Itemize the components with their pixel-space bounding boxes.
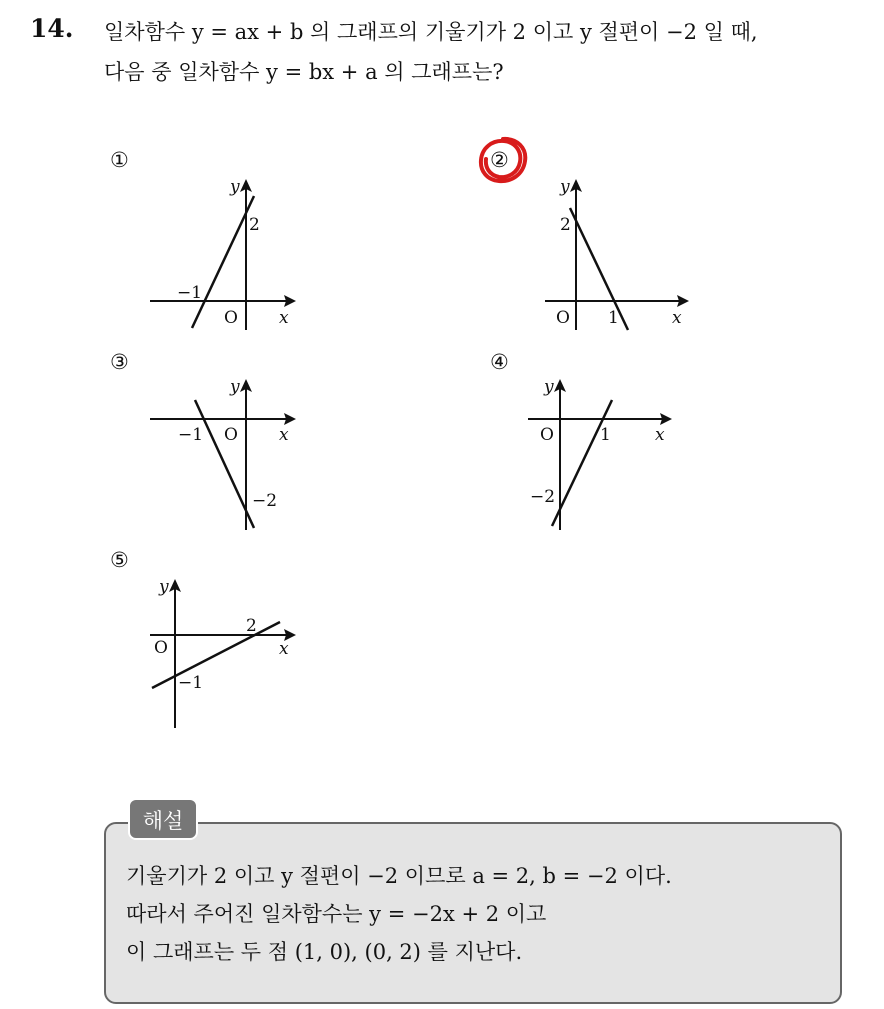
option-3-y-intercept: −2 [252, 491, 278, 511]
option-2-graph [540, 170, 700, 335]
option-2-x-label: x [672, 308, 682, 328]
option-3-y-label: y [230, 377, 240, 397]
question-number: 14. [30, 14, 74, 43]
option-5-origin: O [154, 638, 168, 658]
solution-tag: 해설 [128, 798, 198, 840]
option-3-x-label: x [279, 425, 289, 445]
question-text-line2: 다음 중 일차함수 y = bx + a 의 그래프는? [104, 60, 504, 84]
option-3-graph [140, 370, 310, 535]
option-5-x-label: x [279, 639, 289, 659]
option-2-y-intercept: 2 [560, 215, 571, 235]
solution-line1: 기울기가 2 이고 y 절편이 −2 이므로 a = 2, b = −2 이다. [126, 864, 672, 888]
option-1-label[interactable]: ① [110, 148, 129, 172]
option-4-graph [520, 370, 685, 535]
question-text-line1: 일차함수 y = ax + b 의 그래프의 기울기가 2 이고 y 절편이 −2 일 때, [104, 20, 758, 44]
option-4-y-intercept: −2 [530, 487, 556, 507]
option-5-y-label: y [159, 577, 169, 597]
solution-line2: 따라서 주어진 일차함수는 y = −2x + 2 이고 [126, 902, 547, 926]
option-1-y-label: y [230, 177, 240, 197]
option-5-y-intercept: −1 [178, 673, 204, 693]
option-4-y-label: y [544, 377, 554, 397]
option-4-x-intercept: 1 [600, 425, 611, 445]
option-2-label[interactable]: ② [490, 148, 509, 172]
option-1-origin: O [224, 308, 238, 328]
option-2-origin: O [556, 308, 570, 328]
option-2-x-intercept: 1 [608, 308, 619, 328]
option-1-graph [140, 170, 310, 335]
option-4-x-label: x [655, 425, 665, 445]
option-4-origin: O [540, 425, 554, 445]
solution-line3: 이 그래프는 두 점 (1, 0), (0, 2) 를 지난다. [126, 940, 523, 964]
option-5-label[interactable]: ⑤ [110, 548, 129, 572]
option-1-y-intercept: 2 [249, 215, 260, 235]
option-1-x-intercept: −1 [177, 283, 203, 303]
option-3-origin: O [224, 425, 238, 445]
option-4-label[interactable]: ④ [490, 350, 509, 374]
option-3-label[interactable]: ③ [110, 350, 129, 374]
option-2-y-label: y [560, 177, 570, 197]
option-5-x-intercept: 2 [246, 616, 257, 636]
option-3-x-intercept: −1 [178, 425, 204, 445]
option-1-x-label: x [279, 308, 289, 328]
option-5-graph [140, 570, 310, 735]
